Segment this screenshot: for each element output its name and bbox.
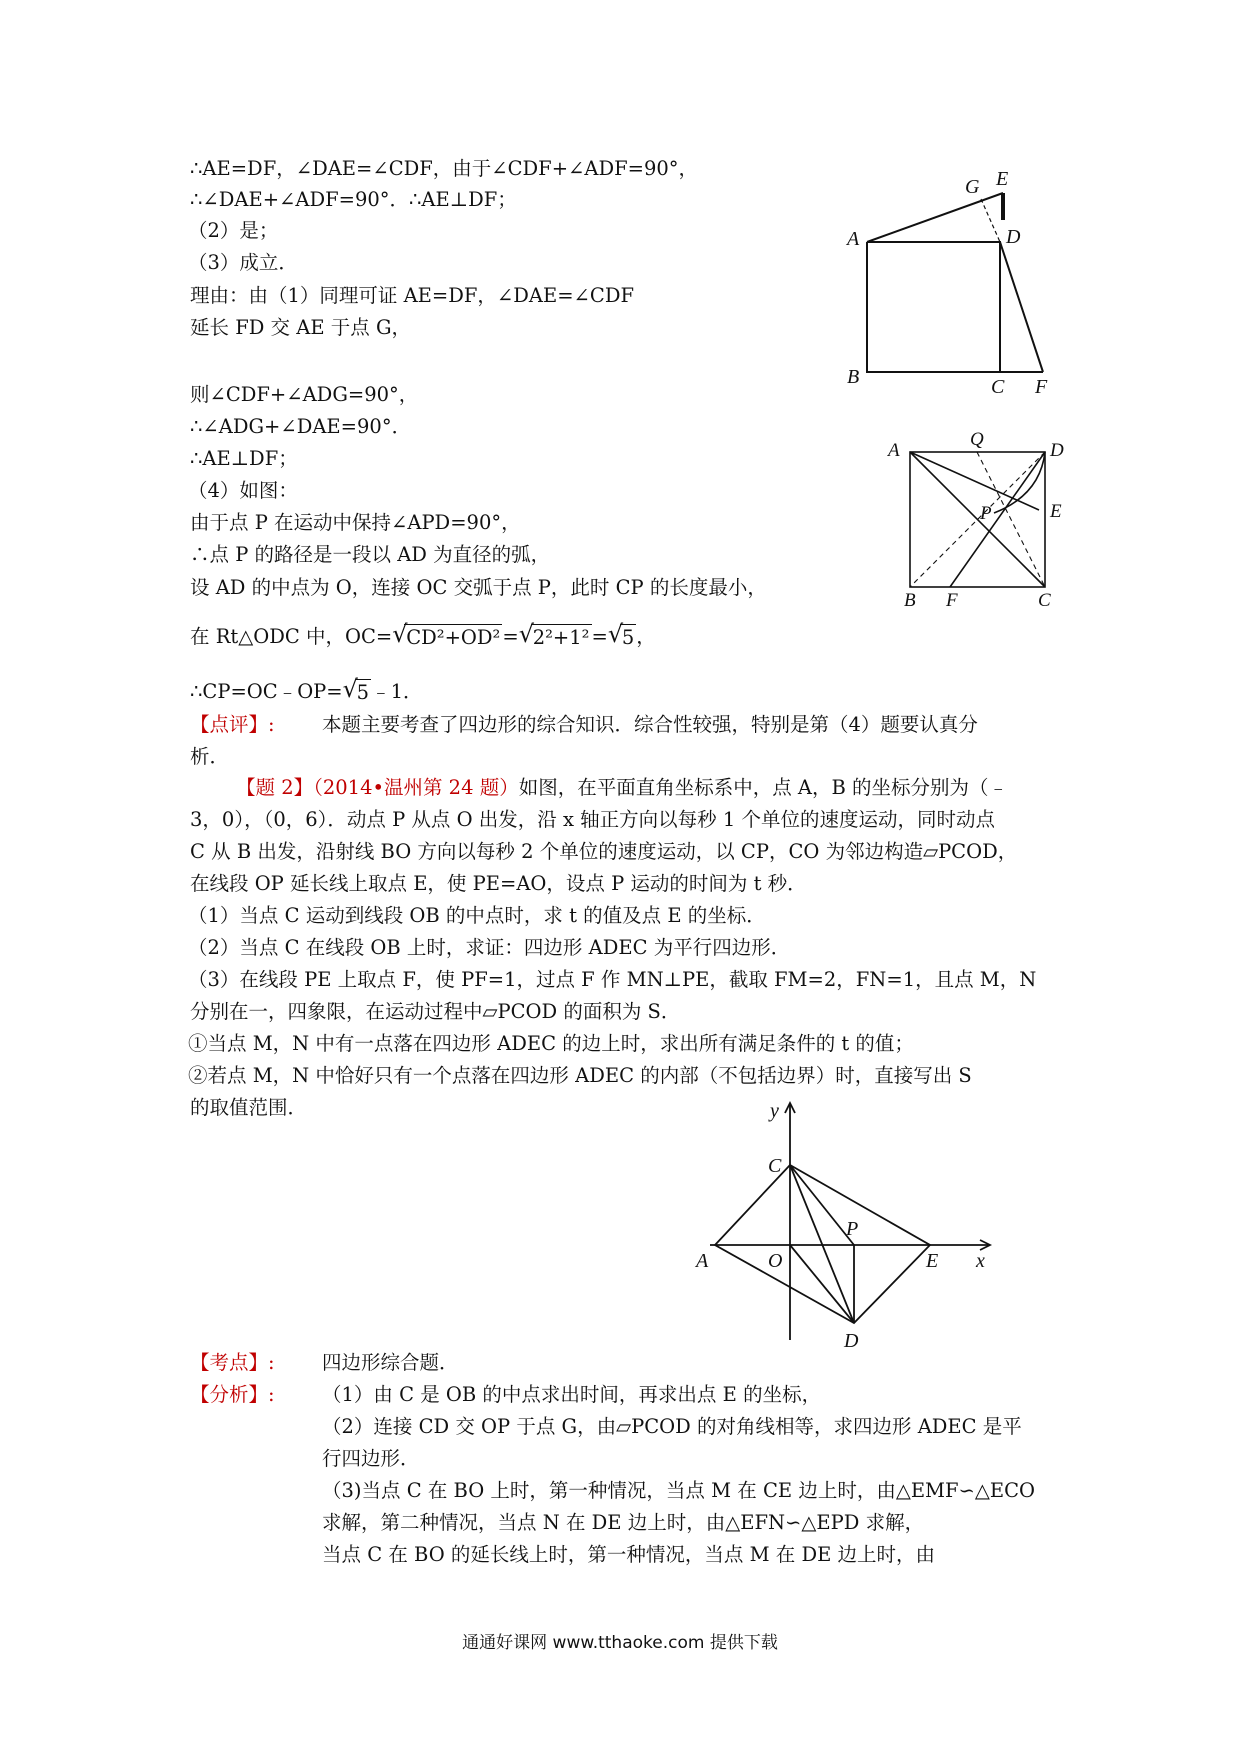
sqrt-radicand: 5: [356, 681, 370, 704]
problem-question: （2）当点 C 在线段 OB 上时，求证：四边形 ADEC 为平行四边形．: [188, 936, 791, 959]
point-label: G: [965, 176, 980, 198]
sqrt-radicand: 5: [621, 626, 635, 649]
figure-square-arc: [880, 425, 1075, 610]
fenxi-text: 求解，第二种情况，当点 N 在 DE 边上时，由△EFN∽△EPD 求解，: [322, 1511, 925, 1534]
text-line: （2）是；: [188, 219, 279, 242]
point-label: A: [847, 228, 860, 250]
point-label: A: [888, 440, 900, 461]
formula-line: [190, 620, 656, 658]
text-line: ∴AE⊥DF；: [190, 447, 298, 470]
segment-ae: [867, 193, 1003, 242]
point-label: E: [996, 168, 1009, 190]
point-label: D: [1050, 440, 1064, 461]
problem-question: 的取值范围．: [190, 1096, 308, 1119]
problem-tag: 【题 2】: [236, 776, 314, 799]
sqrt-expression: √ 2²+1²: [518, 620, 590, 649]
problem-question: ①当点 M，N 中有一点落在四边形 ADEC 的边上时，求出所有满足条件的 t 的值；: [188, 1032, 914, 1055]
sqrt-radicand: 2²+1²: [532, 626, 590, 649]
figure-square-extension: [845, 165, 1070, 400]
sqrt-expression: √ 5: [342, 675, 370, 704]
problem-source: （2014•温州第 24 题）: [313, 776, 519, 799]
sqrt-expression: √ 5: [607, 620, 635, 649]
problem-question: （1）当点 C 运动到线段 OB 的中点时，求 t 的值及点 E 的坐标．: [188, 904, 766, 927]
axis-label: y: [770, 1100, 779, 1122]
segment-ae: [910, 452, 1039, 510]
point-label: A: [696, 1250, 709, 1272]
text-line: 设 AD 的中点为 O，连接 OC 交弧于点 P，此时 CP 的长度最小，: [190, 576, 767, 599]
point-label: D: [1006, 226, 1021, 248]
sqrt-expression: √ CD²+OD²: [392, 620, 501, 649]
problem-header: [236, 775, 1008, 801]
comment-text: 本题主要考查了四边形的综合知识．综合性较强，特别是第（4）题要认真分: [322, 713, 978, 736]
formula-prefix: ∴CP=OC﹣OP=: [190, 680, 343, 703]
formula-end: ，: [636, 625, 656, 648]
point-label: O: [768, 1250, 783, 1272]
point-label: B: [847, 366, 860, 388]
fenxi-text: （2）连接 CD 交 OP 于点 G，由▱PCOD 的对角线相等，求四边形 ADEC 是平: [322, 1415, 1022, 1438]
page-footer: 通通好课网 www.tthaoke.com 提供下载: [462, 1633, 778, 1653]
formula-line: [190, 675, 423, 706]
point-label: C: [768, 1155, 782, 1177]
point-label: E: [1050, 501, 1062, 522]
problem-text: 3，0），（0，6）．动点 P 从点 O 出发，沿 x 轴正方向以每秒 1 个单位的速度运动，同时动点: [190, 808, 995, 831]
square-abcd: [867, 242, 1000, 372]
segment-gd: [981, 199, 1000, 242]
segment-cd: [790, 1165, 854, 1323]
text-line: （4）如图：: [188, 479, 298, 502]
text-line: ∴∠ADG+∠DAE=90°．: [190, 415, 412, 438]
problem-text: 在线段 OP 延长线上取点 E，使 PE=AO，设点 P 运动的时间为 t 秒．: [190, 872, 807, 895]
kaodian-tag: 【考点】:: [190, 1351, 275, 1374]
formula-prefix: 在 Rt△ODC 中，OC=: [190, 625, 393, 648]
formula-equals: =: [591, 625, 608, 648]
fenxi-tag: 【分析】:: [190, 1383, 275, 1406]
text-line: 由于点 P 在运动中保持∠APD=90°，: [190, 511, 521, 534]
comment-tag: 【点评】:: [190, 713, 275, 736]
text-line: ∴点 P 的路径是一段以 AD 为直径的弧，: [190, 543, 551, 566]
text-line: ∴∠DAE+∠ADF=90°．∴AE⊥DF；: [190, 188, 517, 211]
point-label: C: [991, 376, 1005, 398]
problem-text: 如图，在平面直角坐标系中，点 A，B 的坐标分别为（﹣: [518, 776, 1009, 799]
sqrt-radicand: CD²+OD²: [406, 626, 501, 649]
point-label: D: [844, 1330, 859, 1352]
problem-question: ②若点 M，N 中恰好只有一个点落在四边形 ADEC 的内部（不包括边界）时，直接写出 S: [188, 1064, 972, 1087]
point-label: C: [1038, 590, 1051, 610]
point-label: F: [1035, 376, 1048, 398]
text-line: 则∠CDF+∠ADG=90°，: [190, 383, 419, 406]
fenxi-text: 行四边形．: [322, 1447, 420, 1470]
text-line: ∴AE=DF，∠DAE=∠CDF，由于∠CDF+∠ADF=90°，: [190, 157, 699, 180]
problem-text: C 从 B 出发，沿射线 BO 方向以每秒 2 个单位的速度运动，以 CP，CO 为邻边构造▱PCOD，: [190, 840, 1018, 863]
fenxi-text: 当点 C 在 BO 的延长线上时，第一种情况，当点 M 在 DE 边上时，由: [322, 1543, 936, 1566]
point-label: B: [904, 590, 916, 610]
arc-ap: [994, 452, 1045, 513]
formula-equals: =: [502, 625, 519, 648]
point-label: P: [980, 503, 992, 524]
point-label: P: [846, 1218, 859, 1240]
problem-question: （3）在线段 PE 上取点 F，使 PF=1，过点 F 作 MN⊥PE，截取 FM=2，FN=1，且点 M，N: [188, 968, 1037, 991]
segment-cp: [790, 1165, 854, 1245]
axis-label: x: [976, 1250, 985, 1272]
segment-df: [950, 452, 1045, 587]
segment-df: [1000, 242, 1043, 372]
problem-question: 分别在一，四象限，在运动过程中▱PCOD 的面积为 S．: [190, 1000, 681, 1023]
fenxi-text: （1）由 C 是 OB 的中点求出时间，再求出点 E 的坐标，: [322, 1383, 822, 1406]
point-label: Q: [970, 429, 984, 450]
fenxi-text: （3)当点 C 在 BO 上时，第一种情况，当点 M 在 CE 边上时，由△EMF∽△ECO: [322, 1479, 1036, 1502]
segment-od: [790, 1245, 854, 1323]
figure-coordinate-plane: [690, 1095, 1020, 1355]
formula-end: ﹣1．: [371, 680, 423, 703]
comment-text: 析．: [190, 745, 230, 768]
text-line: 延长 FD 交 AE 于点 G，: [190, 316, 412, 339]
text-line: （3）成立．: [188, 251, 298, 274]
kaodian-text: 四边形综合题．: [322, 1351, 459, 1374]
text-line: 理由：由（1）同理可证 AE=DF，∠DAE=∠CDF: [190, 284, 634, 307]
point-label: F: [946, 590, 958, 610]
point-label: E: [926, 1250, 939, 1272]
